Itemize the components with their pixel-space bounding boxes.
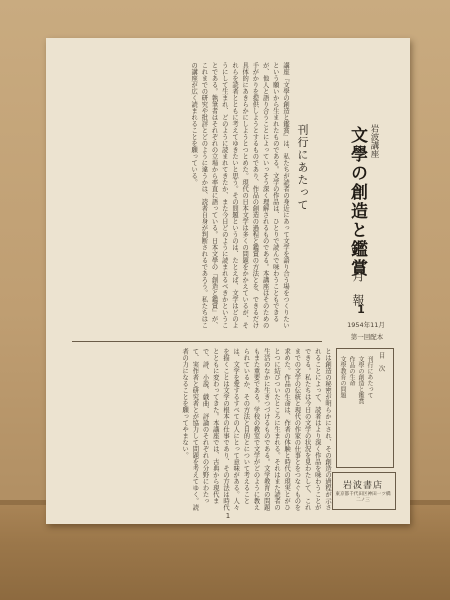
essay-body-lower: とは創造の秘密が明らかにされ、その創造の過程が示されることによって、読者はより深く作品を味わうことができる。私たちは今日の文学の状況を見わたして、これまでの文学の伝統と現代の作家の仕事とをつなぐものを求めた。作品の生命は、作者の体験と時代の現実とがひとつに結びついたところに生まれる。それはまた読者の生活のなかに生きつづけるものである。文学教育の問題もまた重要である。学校の教室で文学がどのように教えられているか、その方法と目的とについて考えることは、文学を愛するすべての人にとって意味がある。人々を描くことは文学の根本の仕事であり、その方法は時代とともに変わってきた。本講座では、古典から現代まで、詩、小説、戯曲、評論のそれぞれの分野にわたって、実作者と研究者とが協力して問題を考えてゆく。読者の力になることを願ってやまない。: [181, 348, 331, 511]
monthly-label: 月 報: [351, 270, 365, 306]
issue-number: 1: [357, 303, 365, 316]
page-number: 1: [225, 512, 231, 520]
essay-heading: 刊行にあたって: [296, 124, 309, 212]
contents-item: 作品の生命: [348, 356, 355, 386]
contents-item: 刊行にあたって: [366, 356, 373, 398]
contents-item: 文學の創造と鑑賞: [357, 356, 364, 404]
series-label: 岩波講座: [369, 124, 379, 158]
volume-note: 第一回配本: [350, 333, 384, 341]
monthly-leaflet: [46, 38, 410, 524]
section-divider: [72, 341, 322, 342]
contents-label: 目 次: [377, 352, 386, 372]
essay-body-upper: 講座『文學の創造と鑑賞』は、私たちが読者の身近にあって文学を語り合う場をつくりたいという願いから生まれたものである。文学の作品は、ひとりで読んで味わうこともできるが、他人と語り合うことによっていっそう深く理解されるものである。本講座はそのための手がかりを提供しようとするものであり、作品の創造の過程と鑑賞の方法とを、できるだけ具体的にあきらかにしようとつとめた。現代の日本文学は多くの問題をかかえているが、それらを読者とともに考えてゆきたいと思う。その問題というのは、たとえば、文学はどのようにして生まれ、どのように読まれてきたか、また今日どのように読まれるべきかということである。執筆者はそれぞれの立場から率直に語っている。日本文學の『創造と鑑賞』が、これまでの研究や批評とどのように違うかは、読者自身が判断されるであろう。私たちはこの講座が広く読まれることを願っている。: [190, 62, 289, 329]
publisher-name: 岩波書店: [342, 481, 383, 491]
issue-date: 1954年11月: [347, 321, 385, 329]
publisher-address: 東京都千代田区神田一ツ橋二ノ三: [335, 492, 391, 503]
leaflet-title: 文學の創造と鑑賞: [347, 126, 367, 278]
contents-item: 文學教育の問題: [339, 356, 346, 398]
